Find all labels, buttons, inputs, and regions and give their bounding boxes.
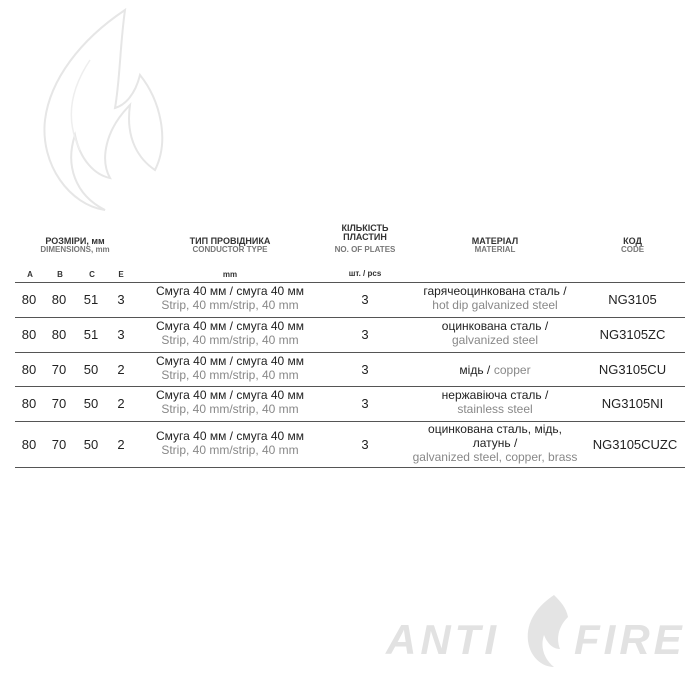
conductor-header-en: CONDUCTOR TYPE (192, 245, 268, 255)
col-c-header: C (89, 270, 95, 279)
cell-c: 50 (83, 437, 99, 452)
cell-conductor (140, 320, 320, 348)
cell-e: 3 (117, 327, 125, 342)
cell-b: 80 (51, 292, 67, 307)
cell-a: 80 (21, 327, 37, 342)
material-header-ua: МАТЕРІАЛ (471, 236, 519, 246)
material-ua: оцинкована сталь / (441, 319, 549, 333)
logo-flame-icon (516, 593, 576, 669)
material-en: copper (493, 363, 531, 377)
conductor-ua: Смуга 40 мм / смуга 40 мм (155, 429, 305, 443)
dimensions-header (15, 237, 135, 255)
col-e-header: E (118, 270, 124, 279)
plates-header (325, 224, 405, 254)
cell-code: NG3105NI (601, 396, 664, 411)
material-ua: мідь / (459, 363, 491, 377)
cell-a: 80 (21, 362, 37, 377)
flame-watermark-icon (20, 0, 170, 215)
antifire-logo (386, 593, 686, 673)
table-row (15, 352, 685, 386)
code-header (585, 237, 680, 255)
code-header-ua: КОД (623, 236, 642, 246)
material-ua: гарячеоцинкована сталь / (423, 284, 567, 298)
material-header (415, 237, 575, 255)
cell-material (395, 362, 595, 378)
plates-header-ua: КІЛЬКІСТЬ ПЛАСТИН (341, 223, 389, 243)
cell-code: NG3105CU (598, 362, 667, 377)
cell-a: 80 (21, 437, 37, 452)
table-row (15, 421, 685, 468)
cell-b: 70 (51, 396, 67, 411)
conductor-header-ua: ТИП ПРОВІДНИКА (189, 236, 271, 246)
conductor-ua: Смуга 40 мм / смуга 40 мм (155, 388, 305, 402)
material-header-en: MATERIAL (474, 245, 516, 255)
cell-code: NG3105CUZC (592, 437, 678, 452)
conductor-en: Strip, 40 mm/strip, 40 mm (161, 297, 299, 312)
plates-header-en: NO. OF PLATES (334, 244, 396, 254)
conductor-header (145, 237, 315, 255)
conductor-ua: Смуга 40 мм / смуга 40 мм (155, 319, 305, 333)
table-row (15, 386, 685, 421)
cell-e: 2 (117, 362, 125, 377)
cell-code: NG3105 (608, 292, 657, 307)
cell-a: 80 (21, 292, 37, 307)
conductor-en: Strip, 40 mm/strip, 40 mm (161, 332, 299, 347)
material-ua: нержавіюча сталь / (441, 388, 549, 402)
material-en: galvanized steel (451, 332, 539, 347)
dimensions-header-en: DIMENSIONS, mm (40, 245, 110, 255)
conductor-ua: Смуга 40 мм / смуга 40 мм (155, 284, 305, 298)
cell-e: 3 (117, 292, 125, 307)
logo-word-anti: ANTI (386, 616, 500, 663)
cell-b: 80 (51, 327, 67, 342)
conductor-en: Strip, 40 mm/strip, 40 mm (161, 442, 299, 457)
cell-c: 50 (83, 362, 99, 377)
cell-plates: 3 (361, 396, 369, 411)
cell-e: 2 (117, 396, 125, 411)
col-a-header: A (27, 270, 33, 279)
cell-conductor (140, 355, 320, 383)
cell-b: 70 (51, 437, 67, 452)
table-bottom-border (15, 467, 685, 468)
dimensions-header-ua: РОЗМІРИ, мм (45, 236, 105, 246)
cell-c: 51 (83, 292, 99, 307)
cell-material (395, 320, 595, 348)
cell-plates: 3 (361, 362, 369, 377)
plates-unit: шт. / pcs (348, 269, 382, 278)
material-en: hot dip galvanized steel (432, 297, 558, 312)
material-en: galvanized steel, copper, brass (412, 449, 578, 464)
cell-c: 50 (83, 396, 99, 411)
cell-conductor (140, 389, 320, 417)
cell-material (395, 389, 595, 417)
cell-plates: 3 (361, 437, 369, 452)
code-header-en: CODE (620, 245, 645, 255)
cell-a: 80 (21, 396, 37, 411)
cell-plates: 3 (361, 327, 369, 342)
cell-c: 51 (83, 327, 99, 342)
cell-e: 2 (117, 437, 125, 452)
col-b-header: B (57, 270, 63, 279)
material-ua: оцинкована сталь, мідь, латунь / (428, 422, 562, 450)
conductor-ua: Смуга 40 мм / смуга 40 мм (155, 354, 305, 368)
cell-conductor (140, 285, 320, 313)
logo-word-fire: FIRE (574, 616, 686, 663)
conductor-unit: mm (222, 270, 238, 279)
cell-code: NG3105ZC (599, 327, 666, 342)
cell-material (395, 285, 595, 313)
table-row (15, 282, 685, 317)
cell-b: 70 (51, 362, 67, 377)
cell-conductor (140, 430, 320, 458)
material-en: stainless steel (457, 401, 533, 416)
table-row (15, 317, 685, 352)
conductor-en: Strip, 40 mm/strip, 40 mm (161, 401, 299, 416)
conductor-en: Strip, 40 mm/strip, 40 mm (161, 367, 299, 382)
cell-plates: 3 (361, 292, 369, 307)
cell-material (410, 423, 580, 464)
